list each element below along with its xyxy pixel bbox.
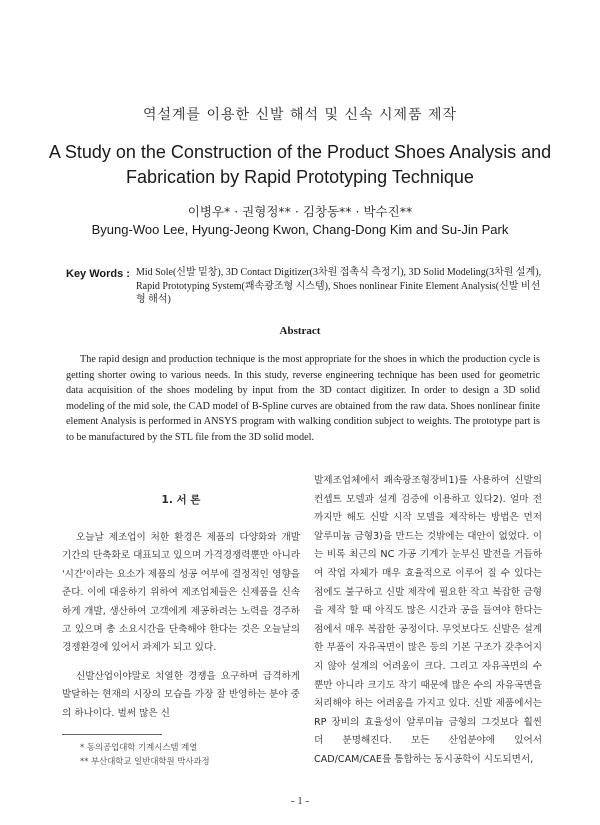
right-column-paragraph: 발제조업체에서 쾌속광조형장비1)를 사용하여 신발의 컨셉트 모델과 설계 검증에 이용하고 있다2). 얼마 전까지만 해도 신발 시작 모델을 제작하는 방법은 먼저 알루미늄 금형3)을 만드는 것밖에는 대안이 없었다. 이는 비록 최근의 NC 가공 기계가 눈부신 발전을 거듭하여 작업 자체가 매우 효율적으로 이루어 질 수 있다는 점에도 불구하고 신발 제작에 필요한 작고 복잡한 금형을 제작 할 때 아직도 많은 시간과 공을 들여야 한다는 점에서 매우 복잡한 공정이다. 무엇보다도 신발은 설계한 부품이 자유곡면이 많은 등의 기본 구조가 갖추어지지 않아 설계의 어려움이 크다. 그리고 자유곡면의 수뿐만 아니라 크기도 작기 때문에 많은 수의 자유곡면을 처리해야 하는 어려움을 가지고 있다. 신발 제품에서는 RP 장비의 효율성이 알루미늄 금형의 그것보다 훨씬 더 분명해진다. 모든 산업분야에 있어서 CAD/CAM/CAE를 통합하는 동시공학이 시도되면서, — [314, 475, 542, 765]
keywords-label: Key Words : — [66, 268, 130, 280]
footnote-affiliation-1: * 동의공업대학 기계시스템 계열 — [80, 742, 198, 752]
english-title: A Study on the Construction of the Product Shoes Analysis and Fabrication by Rapid Prototyping Technique — [48, 142, 552, 187]
left-column — [62, 486, 300, 733]
footnote-divider — [62, 734, 162, 735]
keywords-text: Mid Sole(신발 밑창), 3D Contact Digitizer(3차원 접촉식 측정기), 3D Solid Modeling(3차원 설계), Rapid Prototyping System(쾌속광조형 시스템), Shoes nonlinear Finite Element Analysis(신발 비선형 해석) — [136, 267, 542, 305]
intro-paragraph-1: 오늘날 제조업이 처한 환경은 제품의 다양화와 개발 기간의 단축화로 대표되고 있으며 가격경쟁력뿐만 아니라 '시간'이라는 요소가 제품의 성공 여부에 결정적인 영향을 준다. 이에 대응하기 위하여 제조업체들은 신제품을 신속하게 개발, 생산하여 고객에게 제공하려는 노력을 경주하고 있으며 총 소요시간을 단축해야 한다는 것은 오늘날의 경쟁환경에 있어서 과제가 되고 있다. — [62, 532, 300, 654]
korean-authors: 이병우* · 권형정** · 김창동** · 박수진** — [187, 204, 413, 219]
korean-title: 역설계를 이용한 신발 해석 및 신속 시제품 제작 — [142, 107, 458, 123]
english-authors: Byung-Woo Lee, Hyung-Jeong Kwon, Chang-Dong Kim and Su-Jin Park — [91, 222, 509, 237]
abstract-heading: Abstract — [279, 325, 321, 337]
footnote-affiliation-2: ** 부산대학교 일반대학원 박사과정 — [80, 756, 210, 766]
abstract-text: The rapid design and production technique is the most appropriate for the shoes in which the production cycle is getting shorter owing to various needs. In this study, reverse engineering technique has been used for geometric data acquisition of the shoes modeling by input from the 3D contact digitizer. In order to design a 3D solid modeling of the mid sole, the CAD model of B-Spline curves are obtained from the raw data. Shoes nonlinear finite element Analysis is performed in ANSYS program with walking condition subject to weights. The prototype part is to be manufactured by the STL file from the 3D solid model. — [66, 354, 540, 443]
right-column — [314, 472, 542, 780]
page-number: - 1 - — [290, 795, 310, 807]
footnotes — [80, 740, 210, 768]
section-heading: 1. 서 론 — [161, 494, 201, 506]
intro-paragraph-2: 신발산업이야말로 치열한 경쟁을 요구하며 급격하게 발달하는 현재의 시장의 모습을 가장 잘 반영하는 분야 중의 하나이다. 벌써 많은 신 — [62, 670, 300, 719]
